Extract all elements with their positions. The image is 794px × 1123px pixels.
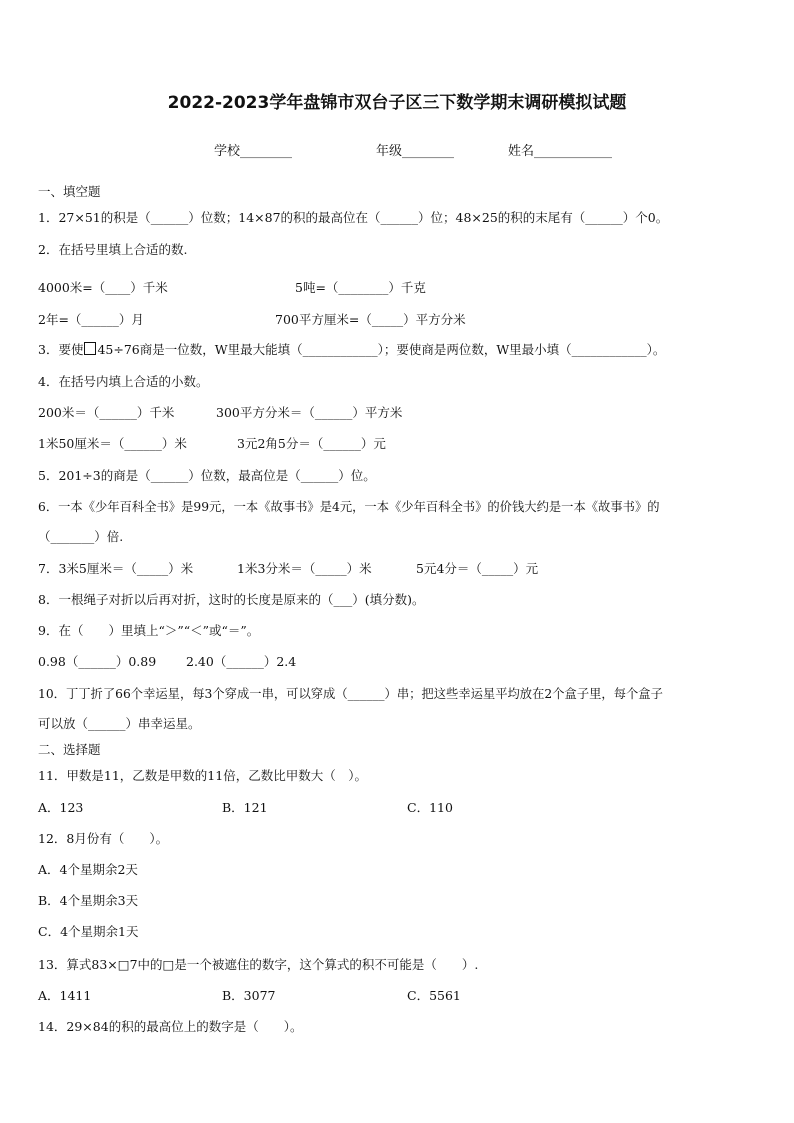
question-7-item-c: 5元4分＝（_____）元 [416, 561, 539, 576]
question-4-item-b: 300平方分米＝（______）平方米 [216, 405, 403, 420]
question-11: 11．甲数是11，乙数是甲数的11倍，乙数比甲数大（ ）。 [38, 768, 367, 783]
question-2-item-d: 700平方厘米=（_____）平方分米 [275, 312, 466, 327]
question-12-option-b: B．4个星期余3天 [38, 893, 139, 908]
question-2: 2．在括号里填上合适的数. [38, 242, 188, 257]
question-4: 4．在括号内填上合适的小数。 [38, 374, 209, 389]
question-6-line-1: 6．一本《少年百科全书》是99元，一本《故事书》是4元，一本《少年百科全书》的价钱大约是一本《故事书》的 [38, 500, 660, 514]
question-9-item-a: 0.98（______）0.89 [38, 654, 157, 669]
question-12-option-a: A．4个星期余2天 [38, 862, 138, 877]
question-6-line-2: （_______）倍. [38, 529, 124, 544]
question-13-option-a: A．1411 [38, 988, 92, 1003]
question-7-item-b: 1米3分米＝（_____）米 [237, 561, 372, 576]
name-field: 姓名____________ [508, 144, 613, 159]
section-choice-heading: 二、选择题 [38, 742, 101, 757]
question-5: 5．201÷3的商是（______）位数，最高位是（______）位。 [38, 468, 376, 483]
question-2-item-c: 2年=（______）月 [38, 312, 144, 327]
question-13-option-b: B．3077 [222, 988, 276, 1003]
section-fill-heading: 一、填空题 [38, 184, 101, 199]
question-3 [38, 340, 665, 358]
question-4-item-c: 1米50厘米＝（______）米 [38, 436, 187, 451]
exam-title: 2022-2023学年盘锦市双台子区三下数学期末调研模拟试题 [167, 93, 627, 113]
question-11-option-a: A．123 [38, 800, 84, 815]
question-14: 14．29×84的积的最高位上的数字是（ ）。 [38, 1019, 303, 1034]
question-10-line-2: 可以放（______）串幸运星。 [38, 716, 201, 731]
question-2-item-a: 4000米=（____）千米 [38, 280, 168, 295]
question-8: 8．一根绳子对折以后再对折，这时的长度是原来的（___）(填分数)。 [38, 592, 425, 607]
grade-field: 年级________ [376, 144, 455, 159]
question-2-item-b: 5吨=（________）千克 [295, 280, 426, 295]
question-7-item-a: 7．3米5厘米＝（_____）米 [38, 561, 194, 576]
question-9: 9．在（ ）里填上“＞”“＜”或“＝”。 [38, 623, 260, 638]
question-11-option-b: B．121 [222, 800, 268, 815]
question-12: 12．8月份有（ ）。 [38, 831, 169, 846]
school-field: 学校________ [214, 144, 293, 159]
question-10-line-1: 10．丁丁折了66个幸运星，每3个穿成一串，可以穿成（______）串；把这些幸运星平均放在2个盒子里，每个盒子 [38, 687, 663, 701]
question-11-option-c: C．110 [407, 800, 453, 815]
question-4-item-a: 200米＝（______）千米 [38, 405, 175, 420]
question-3-prefix: 3．要使 [38, 342, 84, 357]
question-13-option-c: C．5561 [407, 988, 461, 1003]
blank-box-icon [84, 342, 96, 355]
question-13: 13．算式83×□7中的□是一个被遮住的数字，这个算式的积不可能是（ ）. [38, 957, 479, 972]
question-4-item-d: 3元2角5分＝（______）元 [237, 436, 386, 451]
question-12-option-c: C．4个星期余1天 [38, 924, 139, 939]
question-3-text: 45÷76商是一位数，W里最大能填（____________）；要使商是两位数，W里最小填（____________）。 [97, 342, 666, 357]
question-9-item-b: 2.40（______）2.4 [186, 654, 297, 669]
question-1: 1．27×51的积是（______）位数；14×87的积的最高位在（______）位；48×25的积的末尾有（______）个0。 [38, 210, 669, 225]
